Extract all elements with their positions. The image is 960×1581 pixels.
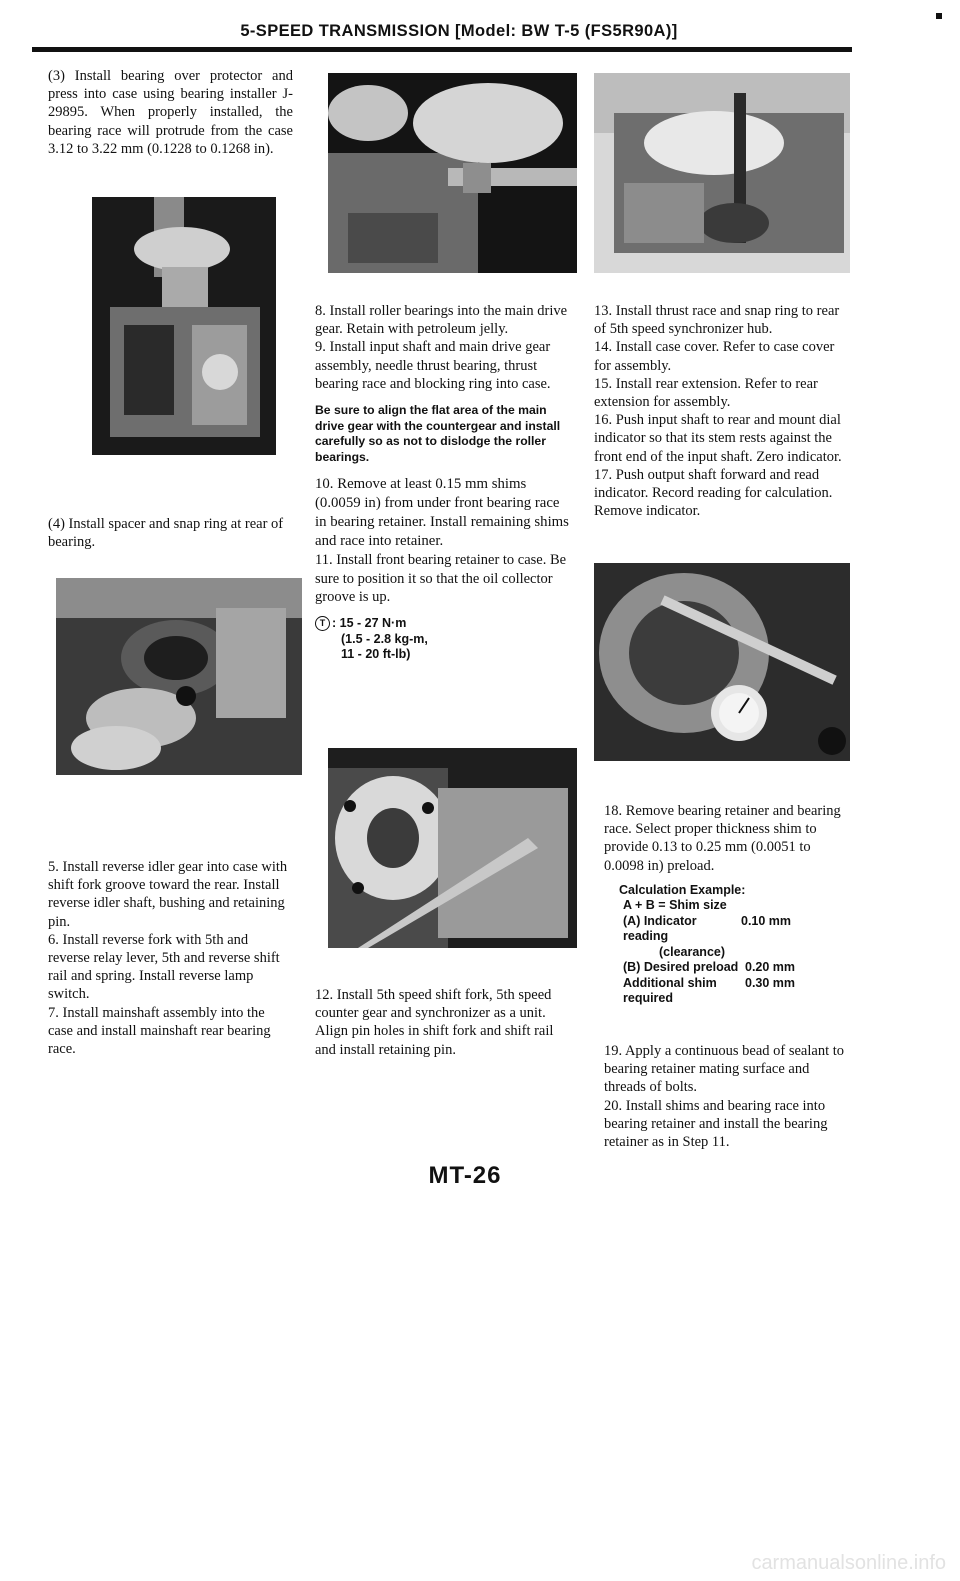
photo-dial-indicator <box>594 563 850 761</box>
torque-spec <box>315 616 572 663</box>
middle-col-top <box>315 302 572 663</box>
torque-line-2: (1.5 - 2.8 kg-m, <box>341 631 428 646</box>
step-3-text: (3) Install bearing over protector and press into case using bearing installer J-29895. When properly installed, the bearing race will protrude from the case 3.12 to 3.22 mm (0.1228 to 0.1268 in). <box>48 68 293 157</box>
step-9-text: 9. Install input shaft and main drive gear assembly, needle thrust bearing, thrust bearing race and blocking ring into case. <box>315 339 551 392</box>
step-12-text: 12. Install 5th speed shift fork, 5th speed counter gear and synchronizer as a unit. Align pin holes in shift fork and shift rail and install retaining pin. <box>315 987 554 1058</box>
right-col-mid <box>604 802 850 1007</box>
photo-bearing-installer <box>92 197 276 455</box>
right-col-bottom <box>604 1042 850 1151</box>
step-4-text: (4) Install spacer and snap ring at rear of bearing. <box>48 516 284 551</box>
calc-formula: A + B = Shim size <box>623 898 727 913</box>
calc-b-value: 0.20 mm <box>745 960 796 975</box>
header-rule <box>32 47 852 52</box>
photo-snap-ring <box>56 578 302 775</box>
step-8-text: 8. Install roller bearings into the main drive gear. Retain with petroleum jelly. <box>315 303 568 338</box>
step-14-text: 14. Install case cover. Refer to case cover for assembly. <box>594 339 835 374</box>
left-col-top <box>48 67 293 158</box>
step-16-text: 16. Push input shaft to rear and mount dial indicator so that its stem rests against the front end of the input shaft. Zero indicator. <box>594 412 842 465</box>
left-col-mid <box>48 515 293 551</box>
photo-snap-ring-5th <box>594 73 850 273</box>
step-20-text: 20. Install shims and bearing race into bearing retainer and install the bearing retainer as in Step 11. <box>604 1097 828 1151</box>
right-col-top <box>594 302 850 520</box>
photo-input-shaft <box>328 73 577 273</box>
calc-required: required <box>623 991 674 1006</box>
calc-b-label: (B) Desired preload <box>623 960 739 975</box>
step-6-text: 6. Install reverse fork with 5th and reverse relay lever, 5th and reverse shift rail and spring. Install reverse lamp switch. <box>48 931 280 1003</box>
page-number: MT-26 <box>428 1162 502 1189</box>
torque-line-1: : 15 - 27 N·m <box>332 616 407 630</box>
left-col-bottom <box>48 858 293 1058</box>
page-header: 5-SPEED TRANSMISSION [Model: BW T-5 (FS5R90A)] <box>240 22 678 40</box>
calc-a-label: (A) Indicator reading <box>623 913 697 944</box>
torque-wrench-icon: T <box>315 616 330 631</box>
calc-add-value: 0.30 mm <box>745 975 796 990</box>
step-5-text: 5. Install reverse idler gear into case with shift fork groove toward the rear. Install reverse idler shaft, bushing and retaining pin. <box>48 859 288 930</box>
step-18-text: 18. Remove bearing retainer and bearing race. Select proper thickness shim to provide 0.13 to 0.25 mm (0.0051 to 0.0098 in) preload. <box>604 803 841 874</box>
calc-title: Calculation Example: <box>619 882 746 897</box>
caution-note: Be sure to align the flat area of the main drive gear with the countergear and install carefully so as not to dislodge the roller bearings. <box>315 403 561 464</box>
calc-a-value: 0.10 mm <box>741 913 792 928</box>
calc-a-note: (clearance) <box>659 944 726 959</box>
photo-bearing-retainer <box>328 748 577 948</box>
step-17-text: 17. Push output shaft forward and read indicator. Record reading for calculation. Remove indicator. <box>594 466 833 520</box>
step-11-text: 11. Install front bearing retainer to case. Be sure to position it so that the oil collector groove is up. <box>315 552 567 605</box>
step-7-text: 7. Install mainshaft assembly into the case and install mainshaft rear bearing race. <box>48 1004 271 1058</box>
step-10-text: 10. Remove at least 0.15 mm shims (0.0059 in) from under front bearing race in bearing retainer. Install remaining shims and race into retainer. <box>315 476 569 550</box>
torque-line-3: 11 - 20 ft-lb) <box>341 647 411 661</box>
watermark: carmanualsonline.info <box>751 1552 946 1574</box>
step-15-text: 15. Install rear extension. Refer to rear extension for assembly. <box>594 375 818 411</box>
calc-add-label: Additional shim <box>623 975 717 990</box>
middle-col-bottom <box>315 986 572 1059</box>
step-13-text: 13. Install thrust race and snap ring to rear of 5th speed synchronizer hub. <box>594 303 840 338</box>
step-19-text: 19. Apply a continuous bead of sealant to bearing retainer mating surface and threads of bolts. <box>604 1043 845 1096</box>
corner-mark <box>936 13 942 19</box>
calculation-example <box>604 883 850 1007</box>
